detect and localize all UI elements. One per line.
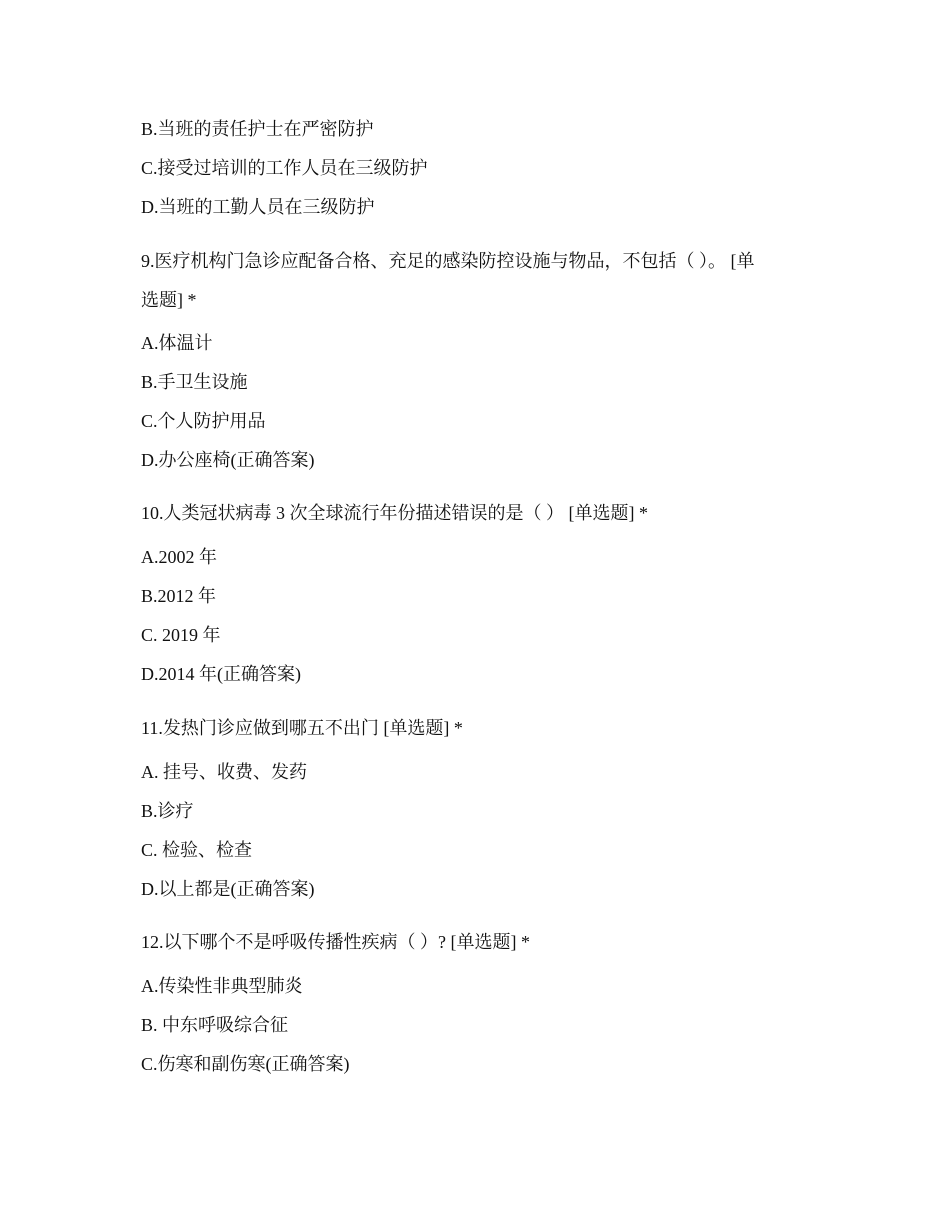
- q12-stem: 12.以下哪个不是呼吸传播性疾病（ ）? [单选题] *: [141, 932, 530, 952]
- q12-option-b: B. 中东呼吸综合征: [141, 1015, 289, 1035]
- q10-stem: 10.人类冠状病毒 3 次全球流行年份描述错误的是（ ） [单选题] *: [141, 503, 648, 523]
- q11-option-a: A. 挂号、收费、发药: [141, 762, 307, 782]
- q12-option-c: C.伤寒和副伤寒(正确答案): [141, 1054, 350, 1074]
- q11-stem: 11.发热门诊应做到哪五不出门 [单选题] *: [141, 718, 463, 738]
- q10-option-a: A.2002 年: [141, 547, 217, 567]
- q9-stem-line1: 9.医疗机构门急诊应配备合格、充足的感染防控设施与物品，不包括（ ）。 [单: [141, 251, 755, 271]
- q8-option-c: C.接受过培训的工作人员在三级防护: [141, 158, 428, 178]
- q9-option-a: A.体温计: [141, 333, 213, 353]
- q10-option-c: C. 2019 年: [141, 625, 221, 645]
- q8-option-b: B.当班的责任护士在严密防护: [141, 119, 374, 139]
- q8-option-d: D.当班的工勤人员在三级防护: [141, 197, 375, 217]
- q11-option-b: B.诊疗: [141, 801, 194, 821]
- q10-option-b: B.2012 年: [141, 586, 217, 606]
- q11-option-c: C. 检验、检查: [141, 840, 253, 860]
- q11-option-d: D.以上都是(正确答案): [141, 879, 315, 899]
- q9-stem-line2: 选题] *: [141, 290, 197, 310]
- q10-option-d: D.2014 年(正确答案): [141, 664, 301, 684]
- q9-option-d: D.办公座椅(正确答案): [141, 450, 315, 470]
- q9-option-b: B.手卫生设施: [141, 372, 248, 392]
- q12-option-a: A.传染性非典型肺炎: [141, 976, 303, 996]
- q9-option-c: C.个人防护用品: [141, 411, 266, 431]
